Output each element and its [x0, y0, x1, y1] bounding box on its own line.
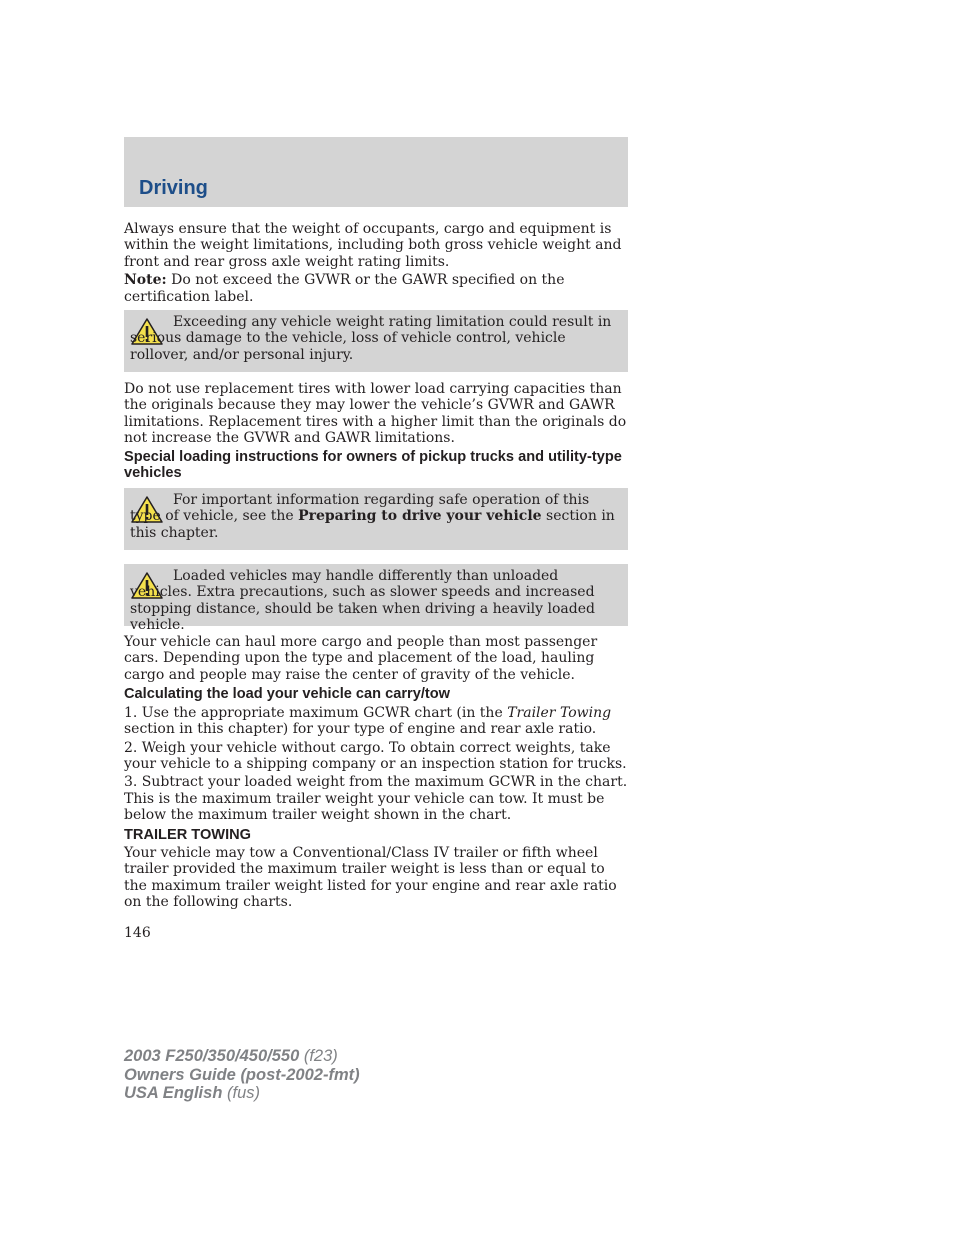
cargo-section	[124, 634, 629, 911]
step-1	[124, 705, 629, 738]
step-3: 3. Subtract your loaded weight from the maximum GCWR in the chart. This is the maximum trailer weight your vehicle can tow. It must be below the maximum trailer weight shown in the chart.	[124, 774, 628, 824]
warning-text	[130, 492, 620, 541]
paragraph-replacement-tires: Do not use replacement tires with lower load carrying capacities than the originals because they may lower the vehicle’s GVWR and GAWR limitations. Replacement tires with a higher limit than the originals do not increase the GVWR and GAWR limitations.	[124, 381, 627, 447]
footer-guide: Owners Guide (post-2002-fmt)	[124, 1065, 360, 1084]
footer-model: 2003 F250/350/450/550	[124, 1047, 300, 1065]
footer-language-code: (fus)	[222, 1084, 260, 1102]
document-footer	[124, 1047, 360, 1103]
paragraph-weight-limits: Always ensure that the weight of occupants, cargo and equipment is within the weight limitations, including both gross vehicle weight and front and rear gross axle weight rating limits.	[124, 221, 622, 270]
note-paragraph	[124, 272, 629, 305]
footer-language: USA English	[124, 1084, 223, 1102]
heading-special-loading: Special loading instructions for owners of pickup trucks and utility-type vehicles	[124, 448, 622, 482]
step-text: 1. Use the appropriate maximum GCWR chart (in the	[124, 704, 508, 721]
heading-trailer-towing: TRAILER TOWING	[124, 826, 252, 843]
tires-paragraph	[124, 381, 629, 482]
section-title: Driving	[139, 177, 208, 199]
warning-text-part: For important information regarding safe operation of this type of vehicle, see the	[130, 492, 590, 525]
warning-text-part: section in this chapter.	[130, 508, 615, 541]
note-text: Do not exceed the GVWR or the GAWR specified on the certification label.	[124, 272, 565, 305]
warning-text: Exceeding any vehicle weight rating limitation could result in serious damage to the vehicle, loss of vehicle control, vehicle rollover, and/or personal injury.	[130, 314, 612, 363]
warning-section-reference: Preparing to drive your vehicle	[298, 508, 542, 525]
footer-model-code: (f23)	[299, 1047, 338, 1065]
warning-box-weight-rating	[124, 310, 628, 372]
warning-box-safe-operation	[124, 488, 628, 550]
section-header	[124, 137, 628, 207]
note-label: Note:	[124, 272, 167, 289]
step-section-reference: Trailer Towing	[507, 704, 612, 721]
footer-line-language	[124, 1084, 360, 1103]
footer-line-guide	[124, 1066, 360, 1085]
footer-line-model	[124, 1047, 360, 1066]
heading-calculating-load: Calculating the load your vehicle can carry/tow	[124, 686, 451, 703]
page-number: 146	[124, 925, 151, 941]
intro-paragraph	[124, 221, 629, 305]
step-text: section in this chapter) for your type of engine and rear axle ratio.	[124, 721, 597, 738]
warning-text: Loaded vehicles may handle differently than unloaded vehicles. Extra precautions, such as slower speeds and increased stopping distance, should be taken when driving a heavily loaded vehicle.	[130, 568, 595, 634]
paragraph-haul-cargo: Your vehicle can haul more cargo and people than most passenger cars. Depending upon the type and placement of the load, hauling cargo and people may raise the center of gravity of the vehicle.	[124, 634, 598, 683]
step-2: 2. Weigh your vehicle without cargo. To obtain correct weights, take your vehicle to a shipping company or an inspection station for trucks.	[124, 739, 627, 772]
paragraph-trailer-towing: Your vehicle may tow a Conventional/Class IV trailer or fifth wheel trailer provided the maximum trailer weight is less than or equal to the maximum trailer weight listed for your engine and rear axle ratio on the following charts.	[124, 845, 617, 911]
warning-box-loaded-vehicles	[124, 564, 628, 634]
